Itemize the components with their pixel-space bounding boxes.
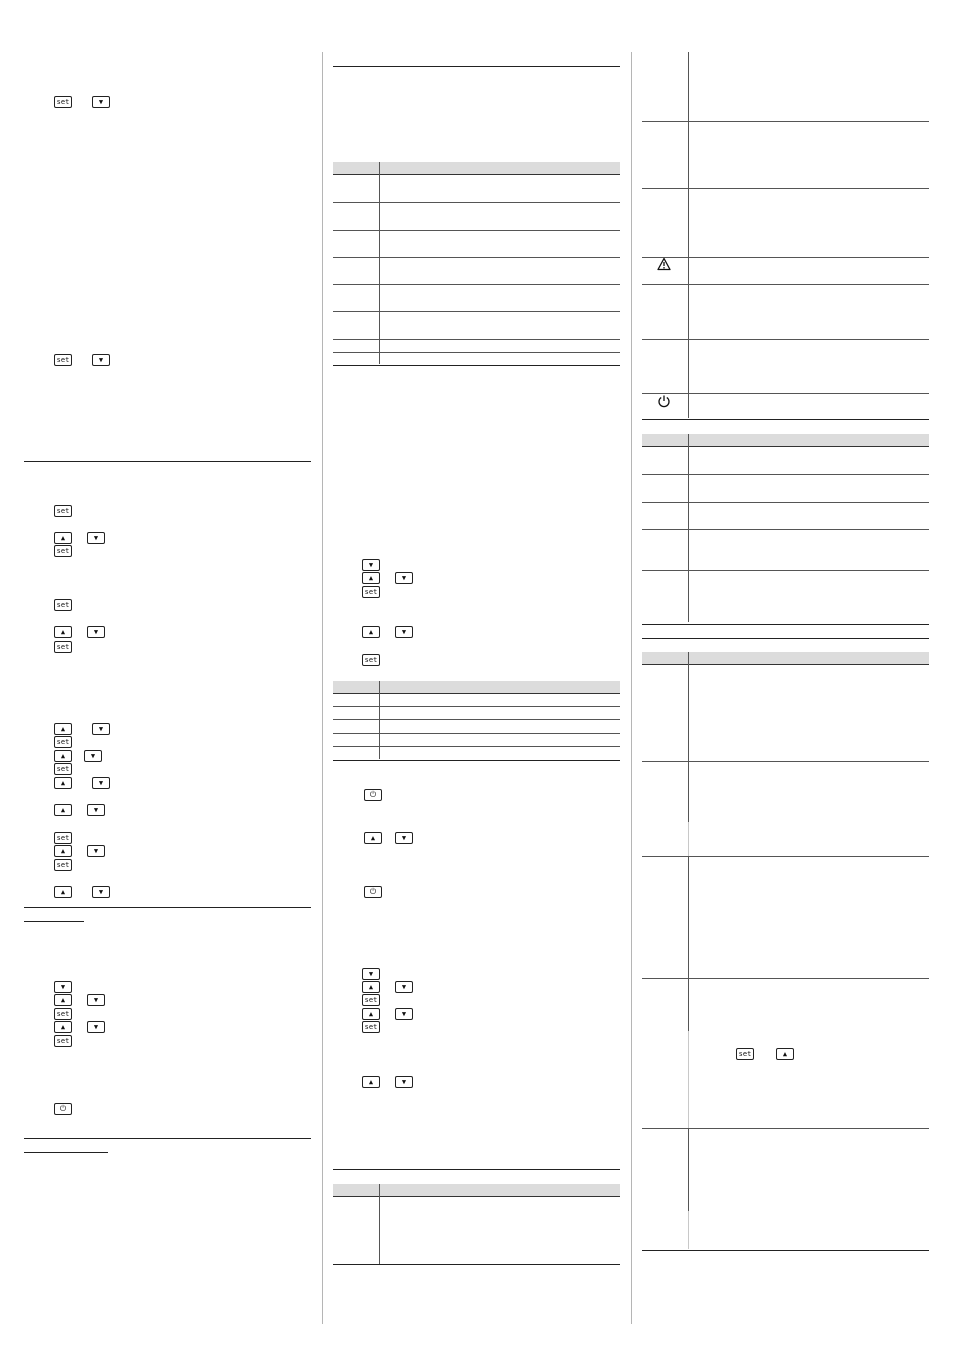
section-rule: [24, 907, 311, 908]
table-column-rule: [688, 52, 689, 418]
table-row: [333, 733, 620, 734]
table-bottom-rule: [642, 1250, 929, 1251]
section-rule: [24, 1138, 311, 1139]
down-key[interactable]: ▼: [92, 354, 110, 366]
power-key[interactable]: ⏻: [364, 789, 382, 801]
power-key[interactable]: ⏻: [54, 1103, 72, 1115]
table-column-rule: [379, 693, 380, 759]
table-row: [333, 230, 620, 231]
down-key[interactable]: ▼: [395, 1008, 413, 1020]
set-key[interactable]: set: [736, 1048, 754, 1060]
table-bottom-rule: [642, 419, 929, 420]
down-key[interactable]: ▼: [92, 723, 110, 735]
table-column-rule: [688, 1031, 689, 1128]
column-divider-right: [631, 52, 632, 1324]
set-key[interactable]: set: [54, 505, 72, 517]
table-header: [333, 162, 620, 175]
set-key[interactable]: set: [54, 859, 72, 871]
down-key[interactable]: ▼: [92, 96, 110, 108]
set-key[interactable]: set: [54, 96, 72, 108]
table-row: [642, 978, 929, 979]
down-key[interactable]: ▼: [92, 777, 110, 789]
set-key[interactable]: set: [54, 763, 72, 775]
down-key[interactable]: ▼: [362, 559, 380, 571]
table-row: [642, 121, 929, 122]
set-key[interactable]: set: [54, 599, 72, 611]
table-row: [642, 761, 929, 762]
table-bottom-rule: [333, 1264, 620, 1265]
set-key[interactable]: set: [54, 1008, 72, 1020]
up-key[interactable]: ▲: [362, 1008, 380, 1020]
table-header: [333, 1184, 620, 1197]
table-bottom-rule: [333, 760, 620, 761]
up-key[interactable]: ▲: [362, 1076, 380, 1088]
up-key[interactable]: ▲: [362, 981, 380, 993]
set-key[interactable]: set: [54, 832, 72, 844]
table-row: [642, 570, 929, 571]
down-key[interactable]: ▼: [87, 845, 105, 857]
table-row: [642, 393, 929, 394]
table-row: [333, 746, 620, 747]
up-key[interactable]: ▲: [362, 572, 380, 584]
power-icon: [656, 394, 672, 410]
up-key[interactable]: ▲: [54, 804, 72, 816]
table-column-rule: [688, 1129, 689, 1211]
table-column-rule: [688, 857, 689, 979]
table-header: [642, 652, 929, 665]
table-row: [333, 339, 620, 340]
table-row: [333, 352, 620, 353]
section-rule: [24, 461, 311, 462]
set-key[interactable]: set: [54, 1035, 72, 1047]
table-row: [333, 257, 620, 258]
section-rule: [333, 66, 620, 67]
down-key[interactable]: ▼: [87, 994, 105, 1006]
up-key[interactable]: ▲: [54, 994, 72, 1006]
table-row: [642, 529, 929, 530]
table-bottom-rule: [642, 624, 929, 625]
down-key[interactable]: ▼: [395, 626, 413, 638]
table-row: [642, 856, 929, 857]
table-header: [642, 434, 929, 447]
down-key[interactable]: ▼: [87, 804, 105, 816]
up-key[interactable]: ▲: [54, 777, 72, 789]
down-key[interactable]: ▼: [54, 981, 72, 993]
warning-icon: [656, 257, 672, 273]
down-key[interactable]: ▼: [395, 1076, 413, 1088]
heading-underline: [24, 921, 84, 922]
table-column-rule: [688, 1211, 689, 1249]
set-key[interactable]: set: [54, 736, 72, 748]
down-key[interactable]: ▼: [87, 532, 105, 544]
up-key[interactable]: ▲: [54, 750, 72, 762]
table-column-rule: [379, 1196, 380, 1264]
down-key[interactable]: ▼: [87, 626, 105, 638]
set-key[interactable]: set: [362, 586, 380, 598]
table-column-rule: [688, 822, 689, 856]
up-key[interactable]: ▲: [776, 1048, 794, 1060]
set-key[interactable]: set: [54, 354, 72, 366]
power-key[interactable]: ⏻: [364, 886, 382, 898]
set-key[interactable]: set: [54, 641, 72, 653]
down-key[interactable]: ▼: [92, 886, 110, 898]
down-key[interactable]: ▼: [362, 968, 380, 980]
table-column-rule: [688, 979, 689, 1031]
table-row: [642, 474, 929, 475]
heading-underline: [24, 1152, 108, 1153]
set-key[interactable]: set: [362, 654, 380, 666]
table-row: [333, 284, 620, 285]
up-key[interactable]: ▲: [54, 532, 72, 544]
table-row: [333, 706, 620, 707]
down-key[interactable]: ▼: [87, 1021, 105, 1033]
column-divider-left: [322, 52, 323, 1324]
table-row: [642, 257, 929, 258]
up-key[interactable]: ▲: [54, 845, 72, 857]
table-bottom-rule: [333, 365, 620, 366]
table-row: [333, 202, 620, 203]
table-row: [642, 502, 929, 503]
table-header: [333, 681, 620, 694]
up-key[interactable]: ▲: [54, 626, 72, 638]
up-key[interactable]: ▲: [54, 723, 72, 735]
section-rule: [642, 638, 929, 639]
table-column-rule: [688, 762, 689, 822]
up-key[interactable]: ▲: [364, 832, 382, 844]
set-key[interactable]: set: [362, 994, 380, 1006]
table-row: [642, 188, 929, 189]
table-row: [642, 284, 929, 285]
set-key[interactable]: set: [362, 1021, 380, 1033]
table-row: [642, 1128, 929, 1129]
up-key[interactable]: ▲: [54, 886, 72, 898]
down-key[interactable]: ▼: [395, 572, 413, 584]
table-row: [333, 311, 620, 312]
table-column-rule: [688, 664, 689, 762]
down-key[interactable]: ▼: [84, 750, 102, 762]
down-key[interactable]: ▼: [395, 981, 413, 993]
down-key[interactable]: ▼: [395, 832, 413, 844]
up-key[interactable]: ▲: [54, 1021, 72, 1033]
up-key[interactable]: ▲: [362, 626, 380, 638]
table-column-rule: [688, 446, 689, 622]
section-rule: [333, 1169, 620, 1170]
table-row: [642, 339, 929, 340]
set-key[interactable]: set: [54, 545, 72, 557]
table-row: [333, 719, 620, 720]
